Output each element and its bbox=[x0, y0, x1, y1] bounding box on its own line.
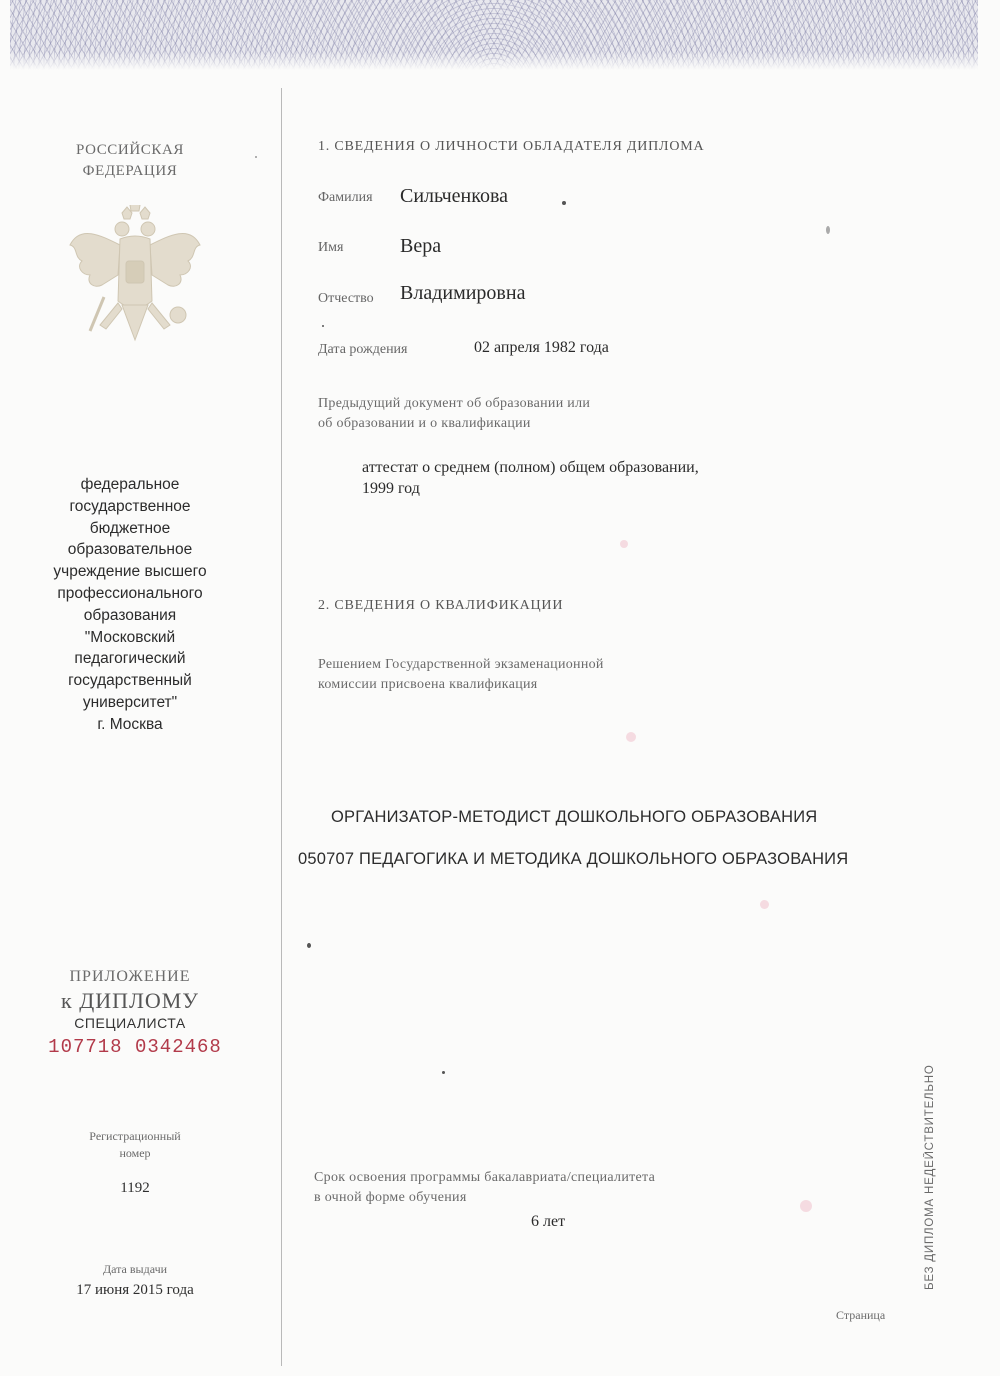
name-value: Вера bbox=[400, 235, 442, 257]
qualification-value: ОРГАНИЗАТОР-МЕТОДИСТ ДОШКОЛЬНОГО ОБРАЗОВАНИЯ bbox=[331, 808, 818, 826]
previous-document-label: Предыдущий документ об образовании или об образовании и о квалификации bbox=[318, 396, 591, 431]
study-duration-label: Срок освоения программы бакалавриата/специалитета в очной форме обучения bbox=[314, 1170, 656, 1205]
section2-title: 2. СВЕДЕНИЯ О КВАЛИФИКАЦИИ bbox=[318, 598, 564, 613]
scan-speck bbox=[442, 1071, 445, 1074]
issue-date: 17 июня 2015 года bbox=[76, 1282, 194, 1298]
section1-title: 1. СВЕДЕНИЯ О ЛИЧНОСТИ ОБЛАДАТЕЛЯ ДИПЛОМА bbox=[318, 139, 705, 154]
patronymic-label: Отчество bbox=[318, 291, 374, 306]
appendix-degree: СПЕЦИАЛИСТА bbox=[74, 1015, 186, 1031]
birth-date-value: 02 апреля 1982 года bbox=[474, 339, 609, 356]
ink-stain bbox=[800, 1200, 812, 1212]
ink-stain bbox=[760, 900, 769, 909]
scan-speck bbox=[322, 325, 324, 327]
registration-number: 1192 bbox=[120, 1180, 150, 1196]
name-label: Имя bbox=[318, 240, 344, 255]
registration-label: Регистрационный номер bbox=[89, 1129, 181, 1160]
scan-speck bbox=[307, 943, 311, 948]
university-name: федеральное государственное бюджетное образовательное учреждение высшего профессионального образования "Московский педагогический государственный университет" г. Москва bbox=[53, 476, 207, 733]
surname-label: Фамилия bbox=[318, 190, 373, 205]
country-name: РОССИЙСКАЯ ФЕДЕРАЦИЯ bbox=[75, 142, 185, 179]
scan-speck bbox=[826, 226, 830, 234]
patronymic-value: Владимировна bbox=[400, 282, 526, 304]
guilloche-border bbox=[10, 0, 978, 70]
ink-stain bbox=[626, 732, 636, 742]
appendix-title: ПРИЛОЖЕНИЕ bbox=[69, 968, 191, 985]
ink-stain bbox=[620, 540, 628, 548]
serial-number: 107718 0342468 bbox=[48, 1036, 222, 1058]
study-duration-value: 6 лет bbox=[531, 1213, 566, 1230]
page-label: Страница bbox=[836, 1308, 886, 1322]
validity-note: БЕЗ ДИПЛОМА НЕДЕЙСТВИТЕЛЬНО bbox=[924, 1064, 936, 1290]
scan-speck bbox=[562, 201, 566, 205]
previous-document-value: аттестат о среднем (полном) общем образовании, 1999 год bbox=[362, 459, 699, 497]
column-divider bbox=[281, 88, 282, 1366]
commission-decision-text: Решением Государственной экзаменационной комиссии присвоена квалификация bbox=[318, 657, 604, 692]
appendix-subtitle: к ДИПЛОМУ bbox=[61, 988, 199, 1013]
surname-value: Сильченкова bbox=[400, 185, 509, 207]
specialty-value: 050707 ПЕДАГОГИКА И МЕТОДИКА ДОШКОЛЬНОГО ОБРАЗОВАНИЯ bbox=[298, 850, 849, 868]
double-headed-eagle-icon bbox=[60, 205, 210, 355]
scan-speck bbox=[255, 156, 257, 158]
issue-date-label: Дата выдачи bbox=[102, 1262, 168, 1276]
birth-date-label: Дата рождения bbox=[318, 342, 408, 357]
